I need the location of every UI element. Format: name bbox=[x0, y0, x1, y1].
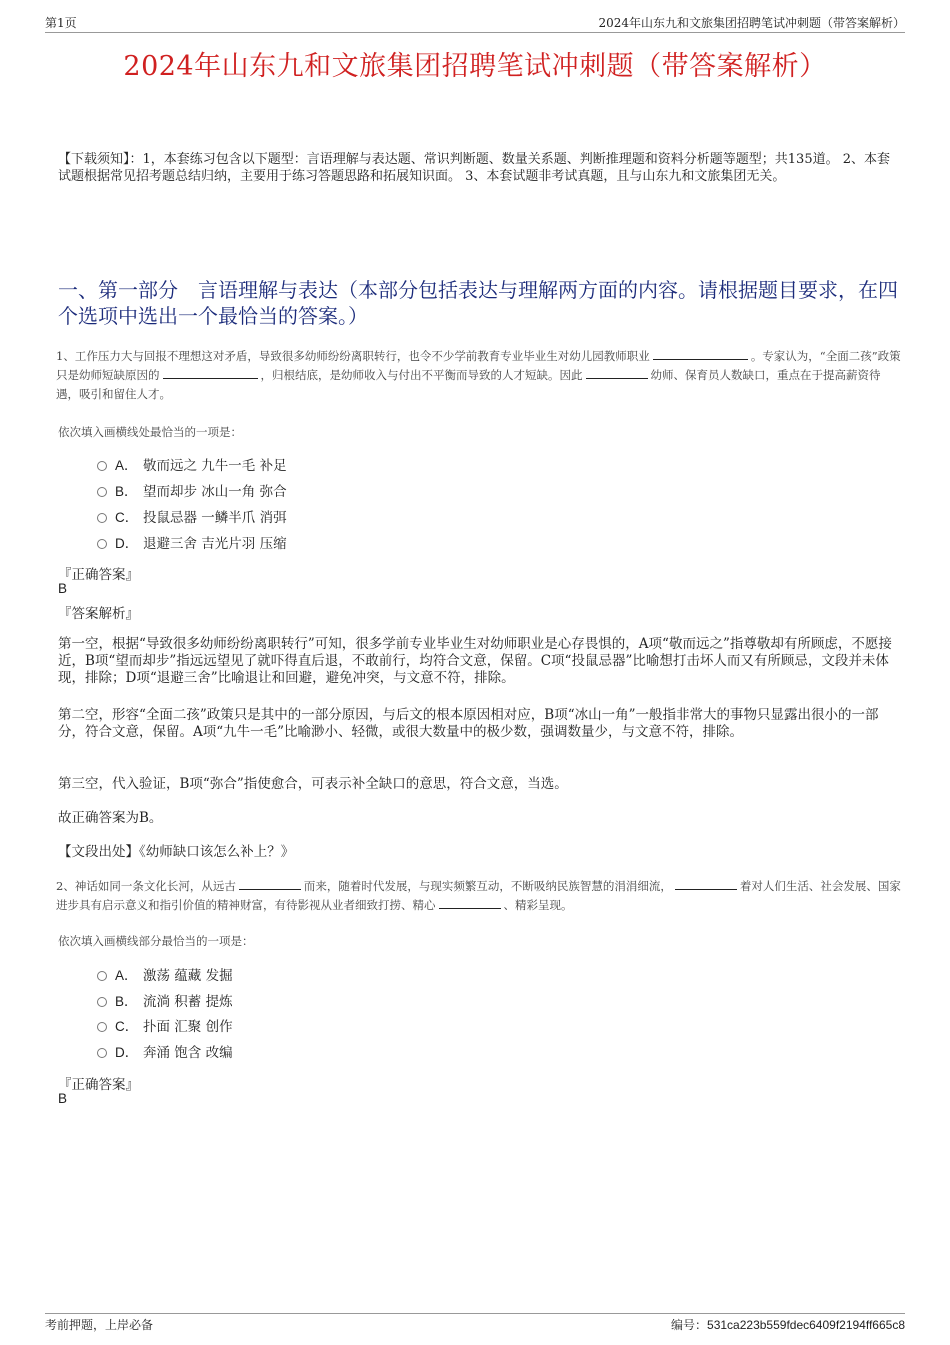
section-title: 一、第一部分 言语理解与表达（本部分包括表达与理解两方面的内容。请根据题目要求，在四个选项中选出一个最恰当的答案。） bbox=[58, 278, 898, 328]
q1-analysis-paragraph: 第一空，根据“导致很多幼师纷纷离职转行”可知，很多学前专业毕业生对幼师职业是心存畏惧的，A项“敬而远之”指尊敬却有所顾虑，不愿接近，B项“望而却步”指远远望见了就吓得直后退，不敢前行，均符合文意，保留。C项“投鼠忌器”比喻想打击坏人而又有所顾忌，文段并未体现，排除；D项“退避三舍”比喻退让和回避，避免冲突，与文意不符，排除。 bbox=[58, 636, 892, 686]
radio-icon[interactable] bbox=[97, 513, 107, 523]
q1-analysis-paragraph: 故正确答案为B。 bbox=[58, 810, 163, 826]
header-doc-title: 2024年山东九和文旅集团招聘笔试冲刺题（带答案解析） bbox=[598, 16, 905, 30]
q1-option-c[interactable]: C． 投鼠忌器 一鳞半爪 消弭 bbox=[97, 508, 287, 528]
q1-analysis-label: 『答案解析』 bbox=[58, 606, 139, 622]
blank-line bbox=[239, 877, 301, 890]
q2-answer: B bbox=[58, 1091, 68, 1106]
q2-option-d[interactable]: D． 奔涌 饱含 改编 bbox=[97, 1043, 233, 1063]
question-2-prompt: 依次填入画横线部分最恰当的一项是： bbox=[58, 934, 254, 948]
footer-slogan: 考前押题，上岸必备 bbox=[45, 1318, 154, 1332]
q1-analysis-paragraph: 第三空，代入验证，B项“弥合”指使愈合，可表示补全缺口的意思，符合文意，当选。 bbox=[58, 776, 568, 792]
q2-option-c[interactable]: C． 扑面 汇聚 创作 bbox=[97, 1017, 233, 1037]
page-header bbox=[45, 14, 905, 33]
blank-line bbox=[653, 347, 748, 360]
question-2-text: 2、神话如同一条文化长河，从远古 而来，随着时代发展，与现实频繁互动，不断吸纳民族智慧的涓涓细流， 着对人们生活、社会发展、国家进步具有启示意义和指引价值的精神财富，有待影视从业者细致打捞、精心 、精彩呈现。 bbox=[56, 879, 901, 912]
blank-line bbox=[439, 896, 501, 909]
radio-icon[interactable] bbox=[97, 997, 107, 1007]
q1-option-d[interactable]: D． 退避三舍 吉光片羽 压缩 bbox=[97, 534, 287, 554]
blank-line bbox=[675, 877, 737, 890]
page-footer bbox=[45, 1313, 905, 1334]
q2-option-a[interactable]: A． 激荡 蕴藏 发掘 bbox=[97, 966, 233, 986]
q1-answer-label: 『正确答案』 bbox=[58, 567, 139, 583]
radio-icon[interactable] bbox=[97, 1048, 107, 1058]
radio-icon[interactable] bbox=[97, 539, 107, 549]
blank-line bbox=[163, 366, 258, 379]
q1-answer: B bbox=[58, 581, 68, 596]
blank-line bbox=[586, 366, 648, 379]
radio-icon[interactable] bbox=[97, 487, 107, 497]
q1-analysis-paragraph: 第二空，形容“全面二孩”政策只是其中的一部分原因，与后文的根本原因相对应，B项“冰山一角”一般指非常大的事物只显露出很小的一部分，符合文意，保留。A项“九牛一毛”比喻渺小、轻微，或很大数量中的极少数，强调数量少，与文意不符，排除。 bbox=[58, 707, 879, 740]
q1-option-a[interactable]: A． 敬而远之 九牛一毛 补足 bbox=[97, 456, 287, 476]
question-1-prompt: 依次填入画横线处最恰当的一项是： bbox=[58, 425, 242, 439]
radio-icon[interactable] bbox=[97, 971, 107, 981]
q1-option-b[interactable]: B． 望而却步 冰山一角 弥合 bbox=[97, 482, 287, 502]
footer-code: 编号：531ca223b559fdec6409f2194ff665c8 bbox=[671, 1318, 905, 1332]
radio-icon[interactable] bbox=[97, 461, 107, 471]
radio-icon[interactable] bbox=[97, 1022, 107, 1032]
download-notice: 【下载须知】：1，本套练习包含以下题型：言语理解与表达题、常识判断题、数量关系题、判断推理题和资料分析题等题型；共135道。 2、本套试题根据常见招考题总结归纳，主要用于练习答题思路和拓展知识面。 3、本套试题非考试真题，且与山东九和文旅集团无关。 bbox=[58, 152, 890, 184]
q2-answer-label: 『正确答案』 bbox=[58, 1077, 139, 1093]
page-number: 第1页 bbox=[45, 16, 77, 30]
q2-option-b[interactable]: B． 流淌 积蓄 提炼 bbox=[97, 992, 233, 1012]
question-1-text: 1、工作压力大与回报不理想这对矛盾，导致很多幼师纷纷离职转行，也令不少学前教育专业毕业生对幼儿园教师职业 。专家认为，“全面二孩”政策只是幼师短缺原因的 ，归根结底，是幼师收入与付出不平衡而导致的人才短缺。因此 幼师、保育员人数缺口，重点在于提高薪资待遇，吸引和留住人才。 bbox=[56, 349, 901, 401]
q1-source: 【文段出处】《幼师缺口该怎么补上？》 bbox=[58, 844, 295, 860]
page-title: 2024年山东九和文旅集团招聘笔试冲刺题（带答案解析） bbox=[123, 51, 827, 82]
